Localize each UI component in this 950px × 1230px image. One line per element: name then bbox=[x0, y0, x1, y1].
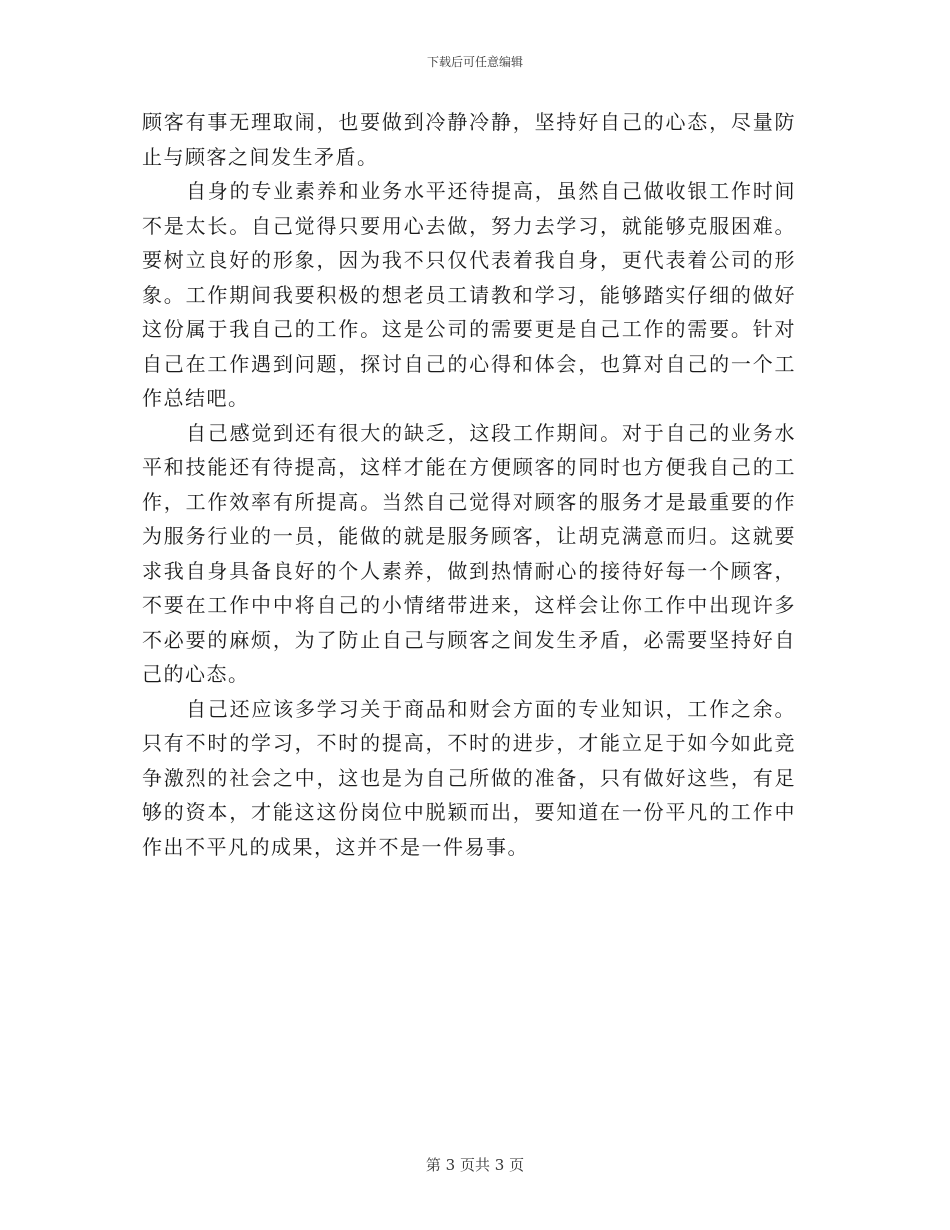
paragraph: 自己还应该多学习关于商品和财会方面的专业知识，工作之余。只有不时的学习，不时的提高，不时的进步，才能立足于如今如此竞争激烈的社会之中，这也是为自己所做的准备，只有做好这些，有足够的资本，才能这这份岗位中脱颖而出，要知道在一份平凡的工作中作出不平凡的成果，这并不是一件易事。 bbox=[142, 696, 796, 859]
page-header: 下载后可任意编辑 bbox=[426, 55, 523, 69]
paragraph-continuation: 顾客有事无理取闹，也要做到冷静冷静，坚持好自己的心态，尽量防止与顾客之间发生矛盾。 bbox=[142, 110, 796, 169]
page-number-footer: 第 3 页共 3 页 bbox=[425, 1156, 525, 1174]
paragraph: 自身的专业素养和业务水平还待提高，虽然自己做收银工作时间不是太长。自己觉得只要用心去做，努力去学习，就能够克服困难。要树立良好的形象，因为我不只仅代表着我自身，更代表着公司的形象。工作期间我要积极的想老员工请教和学习，能够踏实仔细的做好这份属于我自己的工作。这是公司的需要更是自己工作的需要。针对自己在工作遇到问题，探讨自己的心得和体会，也算对自己的一个工作总结吧。 bbox=[142, 179, 796, 410]
document-body bbox=[142, 105, 796, 864]
paragraph: 自己感觉到还有很大的缺乏，这段工作期间。对于自己的业务水平和技能还有待提高，这样才能在方便顾客的同时也方便我自己的工作，工作效率有所提高。当然自己觉得对顾客的服务才是最重要的作为服务行业的一员，能做的就是服务顾客，让胡克满意而归。这就要求我自身具备良好的个人素养，做到热情耐心的接待好每一个顾客，不要在工作中中将自己的小情绪带进来，这样会让你工作中出现许多不必要的麻烦，为了防止自己与顾客之间发生矛盾，必需要坚持好自己的心态。 bbox=[142, 420, 796, 686]
